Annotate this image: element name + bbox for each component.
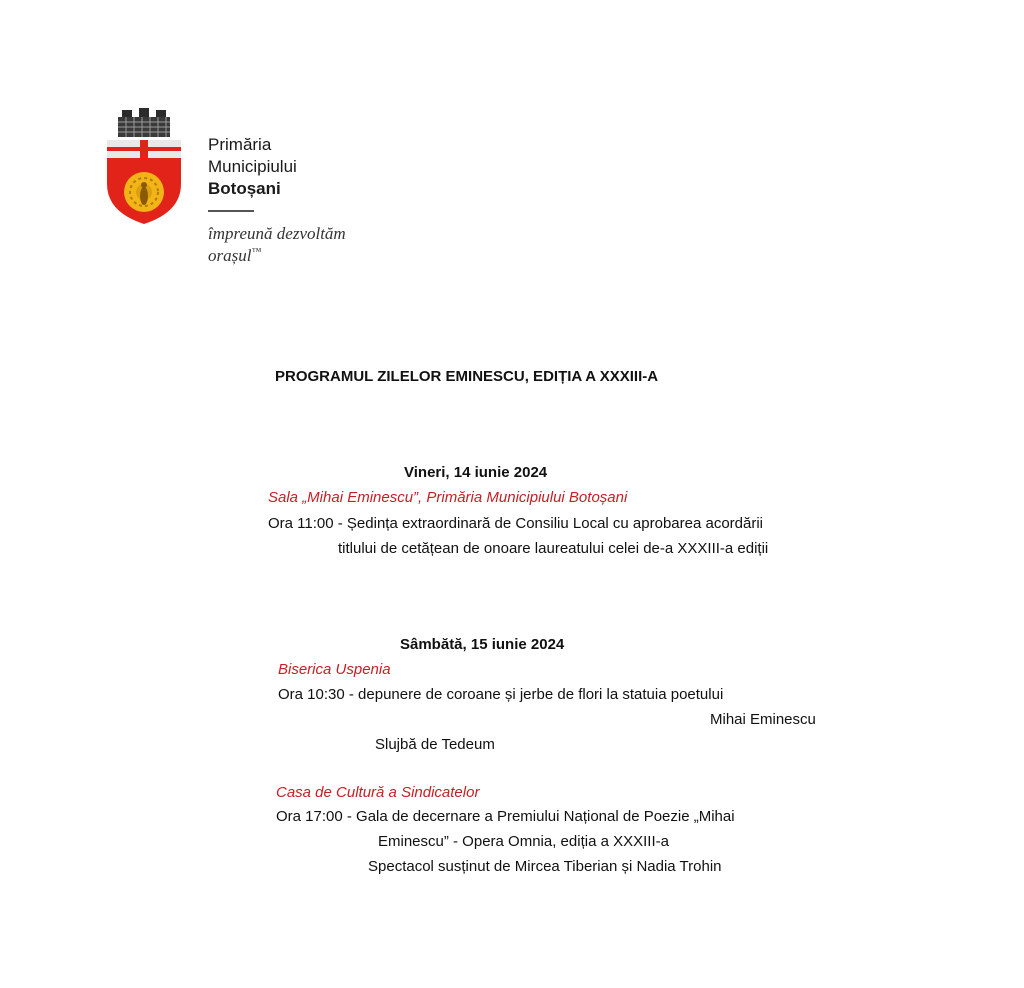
mural-crown-icon: [118, 108, 170, 137]
day1-date: Vineri, 14 iunie 2024: [404, 464, 548, 481]
org-name-line3: Botoșani: [208, 179, 281, 198]
day2-venue1: Biserica Uspenia: [278, 661, 391, 678]
day2-line6: Spectacol susținut de Mircea Tiberian și Nadia Trohin: [368, 858, 722, 875]
trademark-mark: ™: [251, 246, 262, 258]
org-name-line2: Municipiului: [208, 157, 297, 176]
peacock-icon: [124, 172, 164, 212]
day1-venue: Sala „Mihai Eminescu”, Primăria Municipiului Botoșani: [268, 489, 628, 506]
day2-line3: Slujbă de Tedeum: [375, 736, 495, 753]
slogan-line2: [208, 247, 261, 264]
slogan-word: orașul: [208, 246, 252, 265]
day1-line1: Ora 11:00 - Ședința extraordinară de Consiliu Local cu aprobarea acordării: [268, 515, 764, 532]
slogan-line1: împreună dezvoltăm: [208, 224, 346, 243]
day2-line4: Ora 17:00 - Gala de decernare a Premiului Național de Poezie „Mihai: [276, 808, 735, 825]
day2-line5: Eminescu” - Opera Omnia, ediția a XXXIII-a: [378, 833, 669, 850]
day2-venue2: Casa de Cultură a Sindicatelor: [276, 784, 480, 801]
coat-of-arms-logo: [104, 106, 184, 228]
day2-line2: Mihai Eminescu: [710, 711, 816, 728]
org-name-line1: Primăria: [208, 135, 272, 154]
divider: [208, 210, 254, 212]
day1-line2: titlului de cetățean de onoare laureatului celei de-a XXXIII-a ediții: [338, 540, 769, 557]
program-title: PROGRAMUL ZILELOR EMINESCU, EDIȚIA A XXXIII-A: [275, 368, 659, 385]
day2-line1: Ora 10:30 - depunere de coroane și jerbe de flori la statuia poetului: [278, 686, 724, 703]
day2-date: Sâmbătă, 15 iunie 2024: [400, 636, 565, 653]
